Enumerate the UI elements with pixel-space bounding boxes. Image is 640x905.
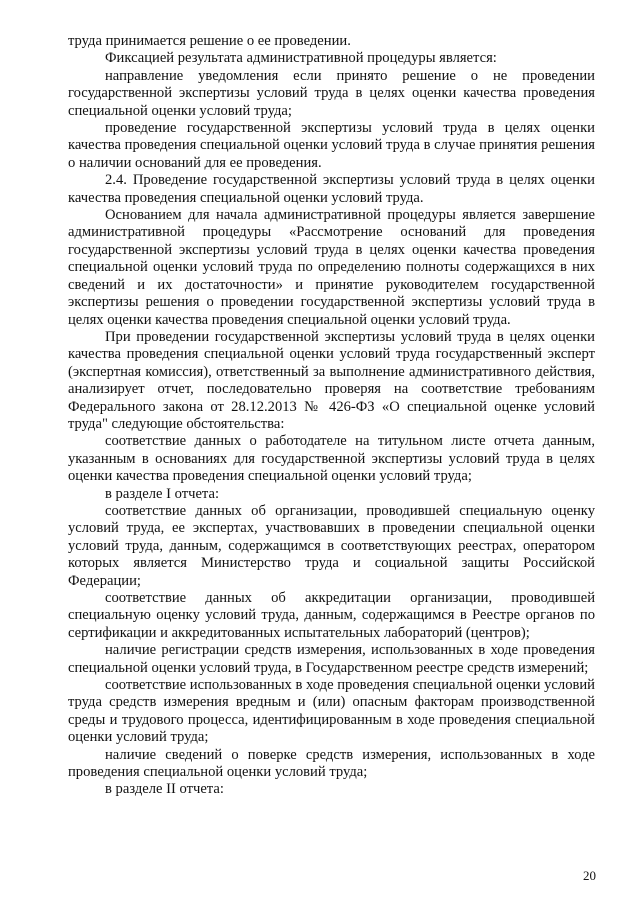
paragraph: проведение государственной экспертизы условий труда в целях оценки качества проведения специальной оценки условий труда в случае принятия решения о наличии оснований для ее проведения. <box>68 120 595 171</box>
paragraph: наличие регистрации средств измерения, использованных в ходе проведения специальной оценки условий труда, в Государственном реестре средств измерений; <box>68 642 595 676</box>
paragraph: в разделе II отчета: <box>105 781 224 798</box>
paragraph: соответствие данных о работодателе на титульном листе отчета данным, указанным в основаниях для государственной экспертизы условий труда в целях оценки качества проведения специальной оценки условий труда; <box>68 433 595 485</box>
paragraph: направление уведомления если принято решение о не проведении государственной экспертизы условий труда в целях оценки качества проведения специальной оценки условий труда; <box>68 67 595 119</box>
paragraph: соответствие использованных в ходе проведения специальной оценки условий труда средств измерения вредным и (или) опасным факторам производственной среды и трудового процесса, идентифицированным в ходе проведения специальной оценки условий труда; <box>68 677 595 746</box>
paragraph: в разделе I отчета: <box>105 485 220 502</box>
paragraph: соответствие данных об аккредитации организации, проводившей специальную оценку условий труда, данным, содержащимся в Реестре органов по сертификации и аккредитованных испытательных лабораторий (центров); <box>68 590 595 641</box>
document-body <box>68 33 595 799</box>
paragraph: При проведении государственной экспертизы условий труда в целях оценки качества проведения специальной оценки условий труда государственный эксперт (экспертная комиссия), ответственный за выполнение административного действия, анализирует отчет, последовательно проверяя на соответствие требованиям Федерального закона от 28.12.2013 № 426-ФЗ «О специальной оценке условий труда" следующие обстоятельства: <box>68 328 595 432</box>
paragraph: соответствие данных об организации, проводившей специальную оценку условий труда, ее экспертах, участвовавших в проведении специальной оценки условий труда, данным, содержащимся в соответствующих реестрах, оператором которых является Министерство труда и социальной защиты Российской Федерации; <box>68 502 595 589</box>
paragraph: труда принимается решение о ее проведении. <box>68 33 351 49</box>
paragraph: Фиксацией результата административной процедуры является: <box>105 50 497 67</box>
section-heading: 2.4. Проведение государственной экспертизы условий труда в целях оценки качества проведения специальной оценки условий труда. <box>68 172 595 206</box>
paragraph: наличие сведений о поверке средств измерения, использованных в ходе проведения специальной оценки условий труда; <box>68 746 595 781</box>
page-number: 20 <box>583 868 596 883</box>
paragraph: Основанием для начала административной процедуры является завершение административной процедуры «Рассмотрение оснований для проведения государственной экспертизы условий труда в целях оценки качества проведения специальной оценки условий труда по определению полноты содержащихся в них сведений и их достаточности» и принятие руководителем государственной экспертизы решения о проведении государственной экспертизы условий труда в целях оценки качества проведения специальной оценки условий труда. <box>68 207 595 328</box>
